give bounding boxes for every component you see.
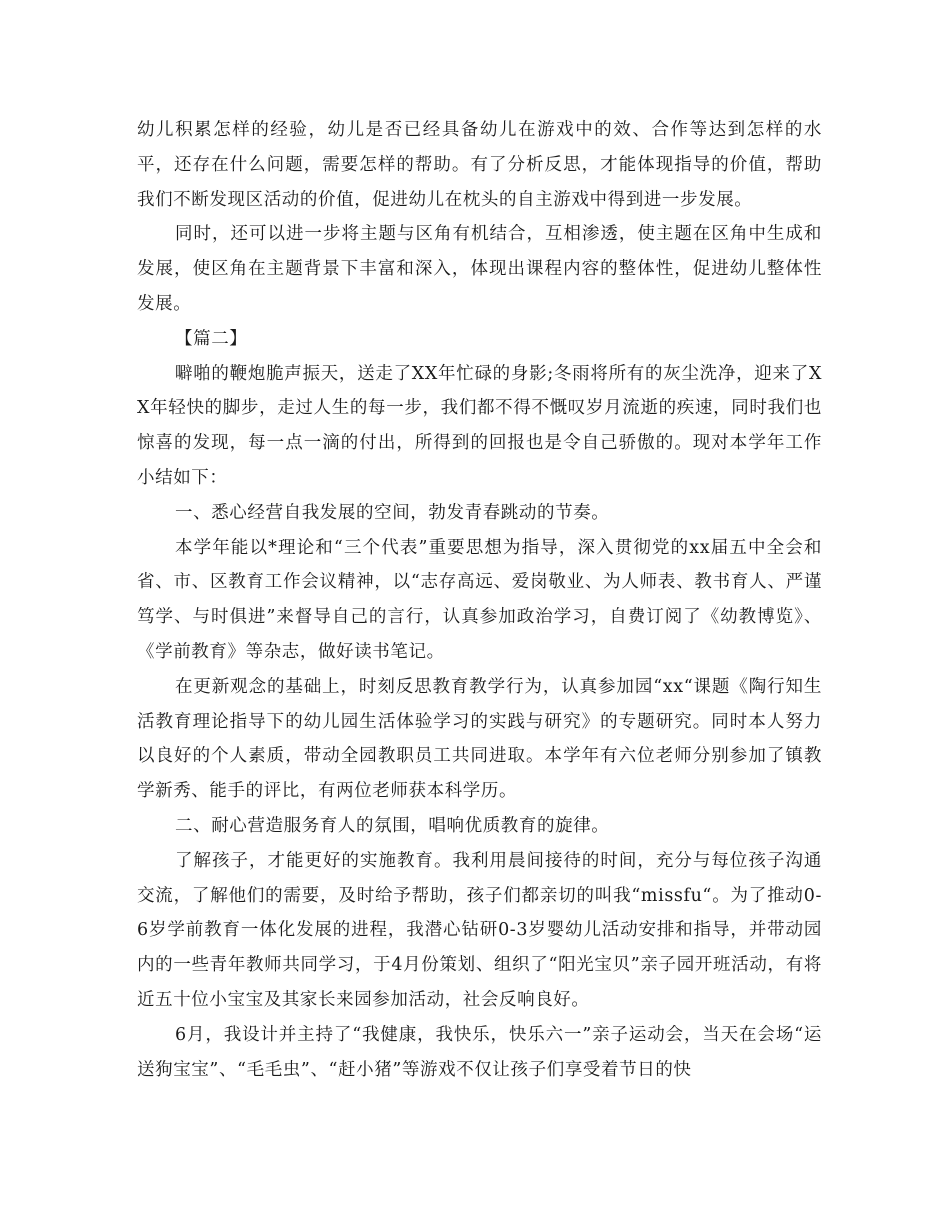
subheading-service-education: 二、耐心营造服务育人的氛围，唱响优质教育的旋律。	[175, 815, 610, 836]
paragraph-continuation: 幼儿积累怎样的经验，幼儿是否已经具备幼儿在游戏中的效、合作等达到怎样的水平，还存在什么问题，需要怎样的帮助。有了分析反思，才能体现指导的价值，帮助我们不断发现区活动的价值，促进幼儿在枕头的自主游戏中得到进一步发展。	[137, 120, 822, 210]
paragraph-theme-integration: 同时，还可以进一步将主题与区角有机结合，互相渗透，使主题在区角中生成和发展，使区角在主题背景下丰富和深入，体现出课程内容的整体性，促进幼儿整体性发展。	[137, 224, 822, 314]
paragraph-research: 在更新观念的基础上，时刻反思教育教学行为，认真参加园“xx“课题《陶行知生活教育理论指导下的幼儿园生活体验学习的实践与研究》的专题研究。同时本人努力以良好的个人素质，带动全园教职员工共同进取。本学年有六位老师分别参加了镇教学新秀、能手的评比，有两位老师获本科学历。	[137, 676, 822, 802]
paragraph-june-event: 6月，我设计并主持了“我健康，我快乐，快乐六一”亲子运动会，当天在会场“运送狗宝宝”、“毛毛虫”、“赶小猪”等游戏不仅让孩子们享受着节日的快	[137, 1024, 822, 1080]
paragraph-new-year-intro: 噼啪的鞭炮脆声振天，送走了XX年忙碌的身影;冬雨将所有的灰尘洗净，迎来了XX年轻快的脚步，走过人生的每一步，我们都不得不慨叹岁月流逝的疾速，同时我们也惊喜的发现，每一点一滴的付出，所得到的回报也是令自己骄傲的。现对本学年工作小结如下：	[137, 363, 822, 488]
section-heading-part-two: 【篇二】	[175, 328, 248, 349]
paragraph-understanding-children: 了解孩子，才能更好的实施教育。我利用晨间接待的时间，充分与每位孩子沟通交流，了解他们的需要，及时给予帮助，孩子们都亲切的叫我“missfu“。为了推动0-6岁学前教育一体化发展的进程，我潜心钻研0-3岁婴幼儿活动安排和指导，并带动园内的一些青年教师共同学习，于4月份策划、组织了“阳光宝贝”亲子园开班活动，有将近五十位小宝宝及其家长来园参加活动，社会反响良好。	[137, 850, 822, 1010]
paragraph-political-study: 本学年能以*理论和“三个代表”重要思想为指导，深入贯彻党的xx届五中全会和省、市、区教育工作会议精神，以“志存高远、爱岗敬业、为人师表、教书育人、严谨笃学、与时俱进”来督导自己的言行，认真参加政治学习，自费订阅了《幼教博览》、《学前教育》等杂志，做好读书笔记。	[137, 537, 822, 662]
subheading-self-development: 一、悉心经营自我发展的空间，勃发青春跳动的节奏。	[175, 502, 610, 523]
document-body	[137, 113, 822, 1087]
